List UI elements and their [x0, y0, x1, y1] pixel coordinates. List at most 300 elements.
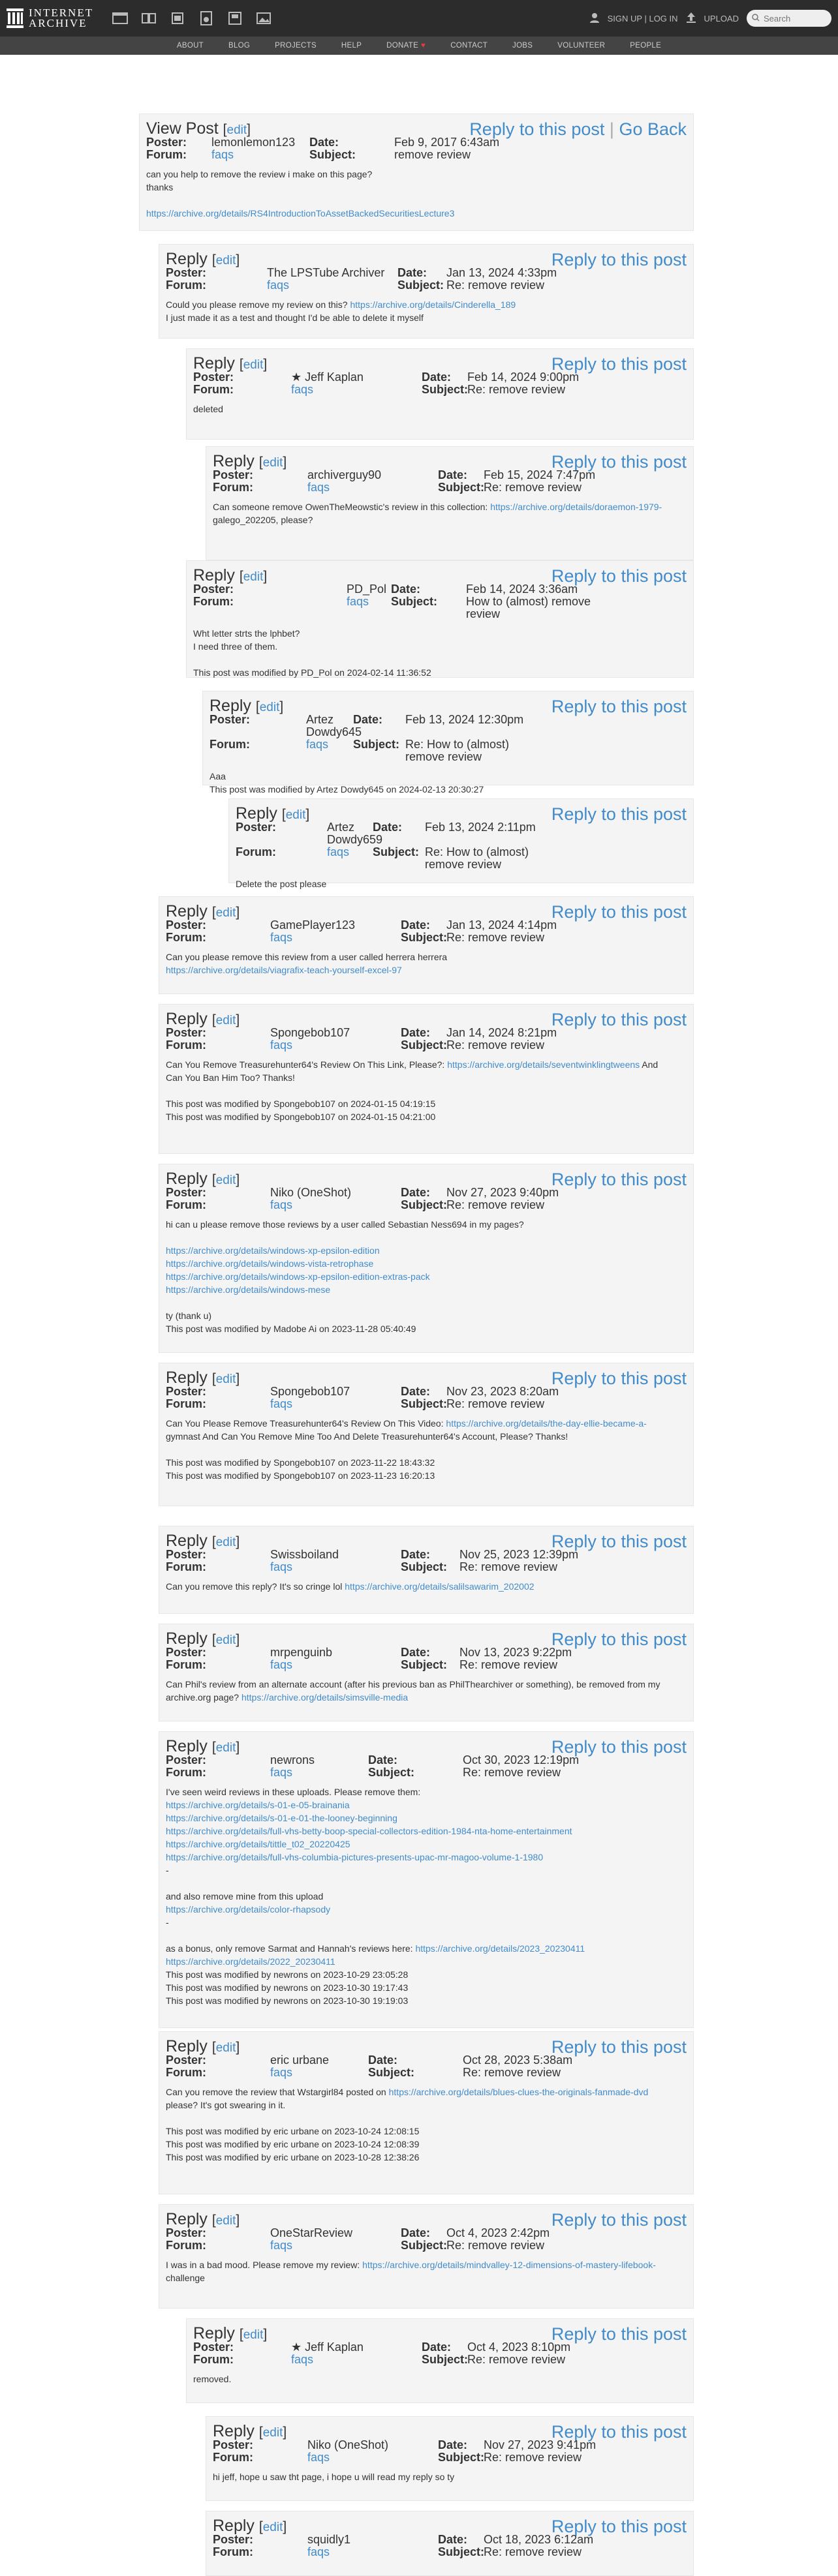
- body-line: Can Phil's review from an alternate account (after his previous ban as PhilThearchiver or something), be removed from my: [166, 1679, 660, 1690]
- forum-label: Forum:: [166, 931, 206, 944]
- post-body: [210, 770, 687, 796]
- post-title-text: Reply: [166, 1629, 208, 1648]
- body-line: Can You Please Remove Treasurehunter64's Review On This Video: https://archive.org/details/the-day-ellie-became-a-: [166, 1418, 647, 1429]
- bracket-open: [: [211, 1632, 216, 1647]
- post-date: Feb 15, 2024 7:47pm: [484, 468, 596, 481]
- archive-item-link[interactable]: https://archive.org/details/simsville-media: [241, 1692, 409, 1703]
- archive-item-link[interactable]: https://archive.org/details/Cinderella_189: [350, 299, 516, 310]
- archive-item-link[interactable]: https://archive.org/details/mindvalley-12-dimensions-of-mastery-lifebook-: [362, 2260, 656, 2270]
- archive-item-link[interactable]: https://archive.org/details/viagrafix-teach-yourself-excel-97: [166, 965, 402, 975]
- bracket-open: [: [211, 2213, 216, 2228]
- subject-label: Subject:: [401, 931, 448, 944]
- poster-label: Poster:: [193, 2341, 234, 2354]
- reply-post: [159, 2031, 694, 2194]
- body-line: challenge: [166, 2273, 205, 2283]
- forum-link[interactable]: faqs: [270, 1038, 293, 1052]
- post-subject: Re: remove review: [459, 1658, 558, 1671]
- post-body: [193, 627, 687, 679]
- post-title-text: Reply: [166, 2210, 208, 2228]
- forum-label: Forum:: [146, 148, 187, 161]
- body-line: I was in a bad mood. Please remove my review: https://archive.org/details/mindvalley-12-dimensions-of-mastery-lifebook-: [166, 2260, 656, 2270]
- post-date: Feb 14, 2024 3:36am: [466, 583, 578, 596]
- forum-link[interactable]: faqs: [270, 1198, 293, 1211]
- nav-people[interactable]: PEOPLE: [630, 42, 662, 50]
- post-title-text: View Post: [146, 119, 219, 138]
- subject-label: Subject:: [373, 845, 420, 858]
- post-title-text: Reply: [166, 1532, 208, 1550]
- body-line: Can you remove this reply? It's so cringe lol https://archive.org/details/salilsawarim_202002: [166, 1581, 535, 1592]
- archive-item-link[interactable]: https://archive.org/details/blues-clues-the-originals-fanmade-dvd: [388, 2087, 649, 2097]
- reply-to-post-link[interactable]: Reply to this post: [551, 804, 687, 824]
- poster-name[interactable]: eric urbane: [270, 2053, 330, 2067]
- poster-label: Poster:: [193, 371, 234, 384]
- reply-to-post-link[interactable]: Reply to this post: [551, 2037, 687, 2057]
- post-subject: Re: How to (almost) remove review: [405, 738, 510, 763]
- subject-label: Subject:: [368, 2066, 415, 2079]
- internet-archive-logo[interactable]: [7, 8, 93, 29]
- bracket-open: [: [258, 455, 263, 470]
- forum-link[interactable]: faqs: [327, 845, 350, 858]
- texts-icon[interactable]: [140, 11, 157, 25]
- post-subject: Re: remove review: [446, 931, 545, 944]
- post-subject: remove review: [394, 148, 471, 161]
- post-date: Jan 13, 2024 4:14pm: [446, 918, 557, 932]
- archive-item-link[interactable]: https://archive.org/details/2022_20230411: [166, 1956, 335, 1967]
- poster-name[interactable]: Niko (OneShot): [307, 2438, 389, 2451]
- poster-name[interactable]: The LPSTube Archiver: [267, 266, 385, 279]
- date-label: Date:: [401, 1646, 431, 1659]
- reply-to-post-link[interactable]: Reply to this post: [469, 119, 605, 139]
- poster-name[interactable]: squidly1: [307, 2533, 351, 2546]
- poster-label: Poster:: [166, 918, 207, 932]
- poster-label: Poster:: [166, 1548, 207, 1561]
- nav-donate[interactable]: [386, 42, 426, 50]
- reply-to-post-link[interactable]: Reply to this post: [551, 452, 687, 472]
- body-line: I just made it as a test and thought I'd be able to delete it myself: [166, 312, 424, 323]
- edit-link[interactable]: edit: [262, 2426, 283, 2440]
- forum-label: Forum:: [193, 2353, 234, 2366]
- post-meta: [166, 1386, 687, 1410]
- body-line: This post was modified by eric urbane on 2023-10-28 12:38:26: [166, 2152, 420, 2162]
- forum-label: Forum:: [166, 2239, 206, 2252]
- body-line: This post was modified by Artez Dowdy645 on 2024-02-13 20:30:27: [210, 784, 484, 795]
- forum-link[interactable]: faqs: [291, 2353, 314, 2366]
- body-line: [166, 2112, 687, 2125]
- post-date: Nov 27, 2023 9:41pm: [484, 2438, 597, 2451]
- archive-item-link[interactable]: https://archive.org/details/full-vhs-betty-boop-special-collectors-edition-1984-nta-home-entertainment: [166, 1826, 572, 1836]
- nav-blog[interactable]: BLOG: [228, 42, 251, 50]
- reply-post: [159, 896, 694, 994]
- post-date: Feb 9, 2017 6:43am: [394, 136, 500, 149]
- date-label: Date:: [373, 821, 403, 834]
- poster-name[interactable]: GamePlayer123: [270, 918, 356, 932]
- archive-item-link[interactable]: https://archive.org/details/full-vhs-columbia-pictures-presents-upac-mr-magoo-volume-1-1980: [166, 1852, 544, 1862]
- post-title-text: Reply: [166, 1369, 208, 1387]
- bracket-close: ]: [279, 699, 284, 714]
- reply-to-post-link[interactable]: Reply to this post: [551, 902, 687, 922]
- poster-label: Poster:: [236, 821, 277, 834]
- edit-link[interactable]: edit: [215, 1741, 236, 1755]
- web-icon[interactable]: [112, 11, 129, 25]
- post-subject: Re: remove review: [467, 2353, 566, 2366]
- edit-link[interactable]: edit: [243, 358, 264, 372]
- reply-to-post-link[interactable]: Reply to this post: [551, 697, 687, 716]
- body-line: [166, 1851, 687, 1864]
- reply-post: [206, 2511, 694, 2576]
- forum-label: Forum:: [166, 1658, 206, 1671]
- poster-name[interactable]: Spongebob107: [270, 1385, 350, 1398]
- bracket-open: [: [239, 569, 243, 584]
- forum-link[interactable]: faqs: [270, 931, 293, 944]
- archive-item-link[interactable]: https://archive.org/details/2023_20230411: [415, 1943, 585, 1954]
- date-label: Date:: [438, 2533, 468, 2546]
- post-title-text: Reply: [213, 2422, 255, 2440]
- reply-to-post-link[interactable]: Reply to this post: [551, 250, 687, 269]
- audio-icon[interactable]: [198, 11, 215, 25]
- bracket-close: ]: [283, 2425, 287, 2440]
- post-date: Jan 14, 2024 8:21pm: [446, 1026, 557, 1039]
- body-line: thanks: [146, 182, 174, 192]
- reply-to-post-link[interactable]: Reply to this post: [551, 2210, 687, 2230]
- archive-item-link[interactable]: https://archive.org/details/seventwinklingtweens: [447, 1059, 640, 1070]
- user-icon[interactable]: [589, 12, 600, 25]
- archive-item-link[interactable]: https://archive.org/details/RS4IntroductionToAssetBackedSecuritiesLecture3: [146, 208, 455, 219]
- body-line: This post was modified by eric urbane on 2023-10-24 12:08:15: [166, 2126, 420, 2136]
- poster-label: Poster:: [146, 136, 187, 149]
- body-line: Could you please remove my review on this? https://archive.org/details/Cinderella_189: [166, 299, 516, 310]
- poster-name[interactable]: ★ Jeff Kaplan: [291, 2341, 364, 2354]
- bracket-close: ]: [236, 2213, 240, 2228]
- post-date: Nov 13, 2023 9:22pm: [459, 1646, 572, 1659]
- poster-name[interactable]: mrpenguinb: [270, 1646, 333, 1659]
- date-label: Date:: [391, 583, 421, 596]
- reply-to-post-link[interactable]: Reply to this post: [551, 1532, 687, 1551]
- post-title-text: Reply: [166, 1010, 208, 1028]
- edit-link[interactable]: edit: [243, 2328, 264, 2342]
- post-title-text: Reply: [193, 2324, 235, 2342]
- reply-post: [202, 691, 694, 795]
- archive-item-link[interactable]: https://archive.org/details/color-rhapsody: [166, 1904, 331, 1915]
- body-line: This post was modified by Spongebob107 on 2024-01-15 04:19:15: [166, 1099, 436, 1109]
- poster-label: Poster:: [166, 1186, 207, 1199]
- body-line: [166, 1084, 687, 1097]
- archive-item-link[interactable]: https://archive.org/details/doraemon-1979-: [490, 502, 662, 512]
- archive-item-link[interactable]: https://archive.org/details/s-01-e-05-brainania: [166, 1800, 350, 1810]
- bracket-close: ]: [263, 357, 268, 372]
- bracket-close: ]: [236, 2040, 240, 2055]
- bracket-open: [: [211, 1172, 216, 1187]
- body-line: Aaa: [210, 771, 226, 781]
- body-line: Can you remove the review that Wstargirl84 posted on https://archive.org/details/blues-clues-the-originals-fanmade-dvd: [166, 2087, 649, 2097]
- reply-to-post-link[interactable]: Reply to this post: [551, 2517, 687, 2536]
- forum-label: Forum:: [166, 279, 206, 292]
- edit-link[interactable]: edit: [262, 2521, 283, 2534]
- nav-volunteer[interactable]: VOLUNTEER: [557, 42, 606, 50]
- heart-icon: ♥: [421, 42, 426, 50]
- edit-link[interactable]: edit: [215, 1174, 236, 1187]
- forum-link[interactable]: faqs: [270, 2239, 293, 2252]
- bracket-close: ]: [236, 1534, 240, 1549]
- nav-projects[interactable]: PROJECTS: [275, 42, 317, 50]
- separator: |: [604, 119, 619, 139]
- forum-link[interactable]: faqs: [270, 1560, 293, 1573]
- body-line: [166, 1877, 687, 1890]
- bracket-open: [: [223, 122, 227, 137]
- subject-label: Subject:: [422, 383, 469, 396]
- nav-contact[interactable]: CONTACT: [450, 42, 488, 50]
- post-meta: [236, 821, 687, 871]
- body-line: This post was modified by Spongebob107 on 2023-11-22 18:43:32: [166, 1457, 435, 1468]
- post-date: Oct 4, 2023 2:42pm: [446, 2226, 550, 2239]
- post-date: Oct 18, 2023 6:12am: [484, 2533, 594, 2546]
- poster-label: Poster:: [166, 1385, 207, 1398]
- archive-item-link[interactable]: https://archive.org/details/s-01-e-01-the-looney-beginning: [166, 1813, 397, 1823]
- post-meta: [166, 919, 687, 944]
- post-meta: [166, 267, 687, 292]
- bracket-close: ]: [236, 252, 240, 267]
- forum-label: Forum:: [193, 383, 234, 396]
- bracket-close: ]: [236, 1632, 240, 1647]
- reply-post: [159, 244, 694, 339]
- body-line: [166, 1257, 687, 1270]
- poster-name[interactable]: Artez Dowdy645: [306, 713, 362, 738]
- post-body: [236, 877, 687, 890]
- software-icon[interactable]: [226, 11, 243, 25]
- body-line: Can you please remove this review from a user called herrera herrera: [166, 952, 448, 962]
- reply-to-post-link[interactable]: Reply to this post: [551, 2324, 687, 2344]
- body-line: [146, 207, 687, 220]
- archive-item-link[interactable]: https://archive.org/details/the-day-ellie-became-a-: [446, 1418, 647, 1429]
- poster-name[interactable]: ★ Jeff Kaplan: [291, 371, 364, 384]
- subject-label: Subject:: [401, 1560, 448, 1573]
- forum-label: Forum:: [193, 595, 234, 608]
- edit-link[interactable]: edit: [215, 2214, 236, 2228]
- bracket-open: [: [211, 1740, 216, 1755]
- forum-link[interactable]: faqs: [267, 279, 290, 292]
- forum-link[interactable]: faqs: [307, 2451, 330, 2464]
- post-body: [166, 950, 687, 977]
- poster-name[interactable]: Artez Dowdy659: [327, 821, 383, 846]
- video-icon[interactable]: [169, 11, 186, 25]
- poster-label: Poster:: [213, 468, 254, 481]
- archive-item-link[interactable]: https://archive.org/details/tittle_t02_20220425: [166, 1839, 350, 1849]
- bracket-close: ]: [236, 1172, 240, 1187]
- forum-label: Forum:: [236, 845, 276, 858]
- post-actions: [551, 804, 687, 824]
- reply-to-post-link[interactable]: Reply to this post: [551, 354, 687, 374]
- edit-link[interactable]: edit: [243, 570, 264, 584]
- date-label: Date:: [422, 2341, 452, 2354]
- top-navigation-bar: [0, 0, 838, 37]
- post-date: Oct 4, 2023 8:10pm: [467, 2341, 571, 2354]
- body-line: [166, 1798, 687, 1811]
- bracket-open: [: [211, 2040, 216, 2055]
- upload-icon[interactable]: [686, 12, 696, 25]
- poster-label: Poster:: [213, 2533, 254, 2546]
- post-subject: How to (almost) remove review: [466, 595, 591, 620]
- date-label: Date:: [401, 918, 431, 932]
- post-date: Nov 25, 2023 12:39pm: [459, 1548, 579, 1561]
- subject-label: Subject:: [401, 1658, 448, 1671]
- post-date: Feb 13, 2024 12:30pm: [405, 713, 524, 726]
- subject-label: Subject:: [309, 148, 356, 161]
- forum-label: Forum:: [166, 1038, 206, 1052]
- bracket-open: [: [258, 2519, 263, 2534]
- edit-link[interactable]: edit: [285, 808, 306, 822]
- post-meta: [213, 2534, 687, 2558]
- archive-item-link[interactable]: https://archive.org/details/windows-vista-retrophase: [166, 1258, 374, 1269]
- post-subject: Re: remove review: [484, 2545, 582, 2558]
- post-body: [213, 2470, 687, 2483]
- post-meta: [166, 1754, 687, 1779]
- bracket-close: ]: [247, 122, 251, 137]
- post-title-text: Reply: [210, 697, 251, 715]
- body-line: hi jeff, hope u saw tht page, i hope u will read my reply so ty: [213, 2472, 455, 2482]
- body-line: deleted: [193, 404, 223, 414]
- archive-item-link[interactable]: https://archive.org/details/salilsawarim_202002: [345, 1581, 535, 1592]
- nav-help[interactable]: HELP: [341, 42, 362, 50]
- forum-link[interactable]: faqs: [307, 481, 330, 494]
- body-line: [166, 1955, 687, 1968]
- bracket-close: ]: [283, 2519, 287, 2534]
- reply-to-post-link[interactable]: Reply to this post: [551, 1737, 687, 1757]
- body-line: I've seen weird reviews in these uploads. Please remove them:: [166, 1787, 421, 1797]
- body-line: I need three of them.: [193, 641, 278, 652]
- forum-link[interactable]: faqs: [291, 383, 314, 396]
- forum-label: Forum:: [166, 2066, 206, 2079]
- nav-jobs[interactable]: JOBS: [512, 42, 533, 50]
- nav-about[interactable]: ABOUT: [176, 42, 204, 50]
- upload-link[interactable]: UPLOAD: [704, 13, 739, 23]
- bracket-close: ]: [236, 1371, 240, 1386]
- reply-to-post-link[interactable]: Reply to this post: [551, 1170, 687, 1189]
- body-line: and also remove mine from this upload: [166, 1891, 324, 1902]
- post-body: [193, 402, 687, 416]
- date-label: Date:: [401, 2226, 431, 2239]
- poster-name[interactable]: PD_Pol: [347, 583, 387, 596]
- post-title-text: Reply: [166, 1737, 208, 1755]
- body-line: [166, 1283, 687, 1296]
- post-body: [166, 1785, 687, 2007]
- post-subject: Re: remove review: [446, 1397, 545, 1410]
- forum-link[interactable]: faqs: [270, 2066, 293, 2079]
- poster-name[interactable]: Spongebob107: [270, 1026, 350, 1039]
- archive-temple-icon: [7, 8, 23, 28]
- date-label: Date:: [368, 2053, 398, 2067]
- forum-label: Forum:: [166, 1560, 206, 1573]
- subject-label: Subject:: [422, 2353, 469, 2366]
- search-box[interactable]: [747, 10, 831, 27]
- archive-item-link[interactable]: https://archive.org/details/windows-xp-epsilon-edition-extras-pack: [166, 1271, 430, 1282]
- forum-link[interactable]: faqs: [270, 1658, 293, 1671]
- reply-to-post-link[interactable]: Reply to this post: [551, 1369, 687, 1388]
- forum-label: Forum:: [213, 2451, 253, 2464]
- post-meta: [213, 469, 687, 494]
- poster-name[interactable]: OneStarReview: [270, 2226, 353, 2239]
- date-label: Date:: [438, 2438, 468, 2451]
- forum-label: Forum:: [166, 1198, 206, 1211]
- reply-to-post-link[interactable]: Reply to this post: [551, 2422, 687, 2442]
- subject-label: Subject:: [401, 1198, 448, 1211]
- poster-label: Poster:: [210, 713, 251, 726]
- post-body: [166, 1580, 687, 1593]
- poster-name[interactable]: archiverguy90: [307, 468, 382, 481]
- body-line: Can You Remove Treasurehunter64's Review On This Link, Please?: https://archive.org/details/seventwinklingtweens And: [166, 1059, 659, 1070]
- date-label: Date:: [353, 713, 383, 726]
- poster-name[interactable]: lemonlemon123: [211, 136, 296, 149]
- poster-label: Poster:: [166, 266, 207, 279]
- post-subject: Re: remove review: [463, 1766, 561, 1779]
- post-title-text: Reply: [166, 902, 208, 920]
- reply-post: [206, 446, 694, 560]
- reply-post: [186, 560, 694, 678]
- post-date: Oct 28, 2023 5:38am: [463, 2053, 573, 2067]
- post-title-text: Reply: [236, 804, 277, 823]
- post-meta: [166, 1549, 687, 1573]
- forum-link[interactable]: faqs: [270, 1766, 293, 1779]
- forum-link[interactable]: faqs: [347, 595, 369, 608]
- reply-post: [159, 2204, 694, 2309]
- forum-link[interactable]: faqs: [306, 738, 329, 751]
- post-body: [166, 298, 687, 324]
- edit-link[interactable]: edit: [215, 1633, 236, 1647]
- reply-to-post-link[interactable]: Reply to this post: [551, 1629, 687, 1649]
- search-input[interactable]: [764, 14, 822, 23]
- go-back-link[interactable]: Go Back: [619, 119, 687, 139]
- date-label: Date:: [397, 266, 427, 279]
- edit-link[interactable]: edit: [226, 123, 247, 137]
- reply-post: [228, 798, 694, 889]
- signup-login-link[interactable]: SIGN UP | LOG IN: [607, 13, 678, 23]
- edit-link[interactable]: edit: [215, 2041, 236, 2055]
- post-subject: Re: remove review: [446, 1198, 545, 1211]
- post-body: [146, 168, 687, 220]
- archive-item-link[interactable]: https://archive.org/details/windows-xp-epsilon-edition: [166, 1245, 380, 1256]
- body-line: -: [166, 1865, 169, 1875]
- edit-link[interactable]: edit: [215, 1372, 236, 1386]
- forum-link[interactable]: faqs: [270, 1397, 293, 1410]
- forum-link[interactable]: faqs: [307, 2545, 330, 2558]
- edit-link[interactable]: edit: [215, 906, 236, 920]
- post-meta: [166, 1646, 687, 1671]
- reply-to-post-link[interactable]: Reply to this post: [551, 566, 687, 586]
- edit-link[interactable]: edit: [262, 456, 283, 470]
- body-line: This post was modified by newrons on 2023-10-29 23:05:28: [166, 1969, 409, 1980]
- archive-item-link[interactable]: https://archive.org/details/windows-mese: [166, 1284, 331, 1295]
- search-icon: [752, 14, 760, 23]
- poster-name[interactable]: Niko (OneShot): [270, 1186, 352, 1199]
- post-body: [213, 500, 687, 526]
- reply-to-post-link[interactable]: Reply to this post: [551, 1010, 687, 1029]
- post-title-text: Reply: [166, 250, 208, 268]
- subject-label: Subject:: [438, 2451, 485, 2464]
- poster-name[interactable]: Swissboiland: [270, 1548, 339, 1561]
- edit-link[interactable]: edit: [215, 1536, 236, 1549]
- date-label: Date:: [438, 468, 468, 481]
- reply-post: [186, 348, 694, 440]
- poster-label: Poster:: [166, 1753, 207, 1766]
- edit-link[interactable]: edit: [215, 1014, 236, 1027]
- edit-link[interactable]: edit: [215, 254, 236, 267]
- images-icon[interactable]: [255, 11, 272, 25]
- body-line: -: [166, 1917, 169, 1928]
- post-meta: [146, 136, 687, 161]
- body-line: This post was modified by Madobe Ai on 2023-11-28 05:40:49: [166, 1324, 416, 1334]
- poster-name[interactable]: newrons: [270, 1753, 315, 1766]
- edit-link[interactable]: edit: [259, 701, 280, 714]
- body-line: [166, 1838, 687, 1851]
- forum-link[interactable]: faqs: [211, 148, 234, 161]
